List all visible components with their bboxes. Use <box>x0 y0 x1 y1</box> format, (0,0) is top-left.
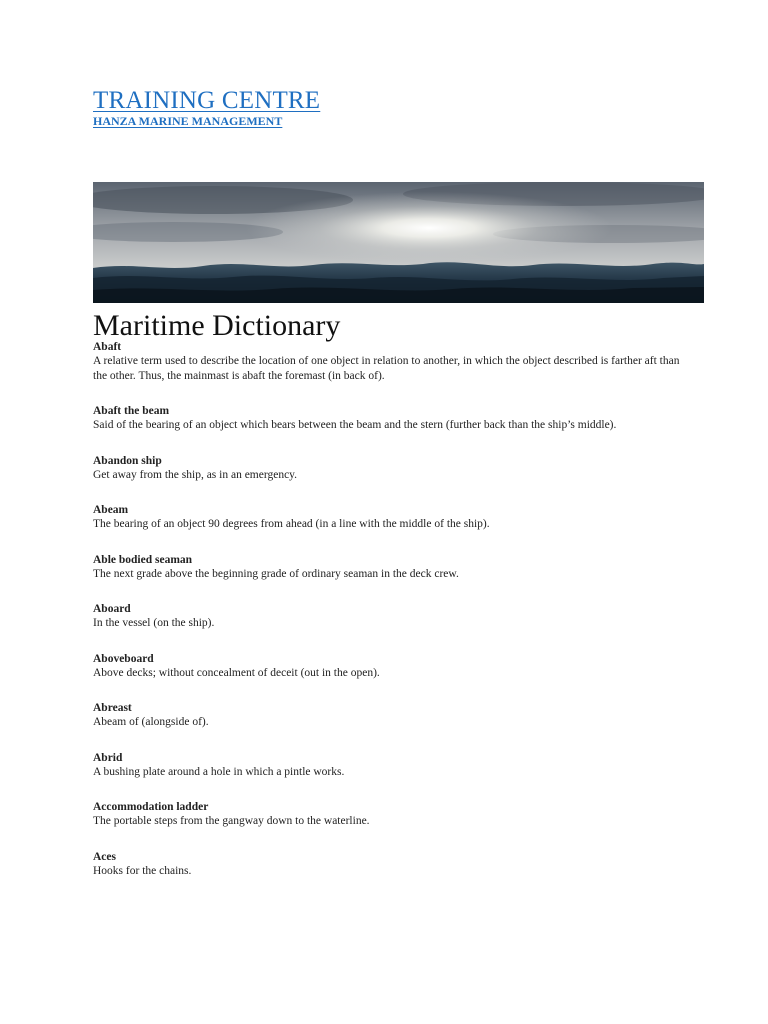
entry-definition: The next grade above the beginning grade of ordinary seaman in the deck crew. <box>93 567 459 580</box>
entry-definition: Above decks; without concealment of deceit (out in the open). <box>93 666 380 679</box>
header-title[interactable]: TRAINING CENTRE <box>93 87 321 114</box>
entry-definition: A bushing plate around a hole in which a pintle works. <box>93 765 345 778</box>
entry-term: Abeam <box>93 504 129 516</box>
header-subtitle[interactable]: HANZA MARINE MANAGEMENT <box>93 114 283 128</box>
entry-term: Aboard <box>93 603 131 615</box>
dictionary-entry <box>93 701 693 730</box>
entry-definition: The portable steps from the gangway down to the waterline. <box>93 815 370 827</box>
entry-definition: A relative term used to describe the location of one object in relation to another, in which the object described is farther aft than the other. Thus, the mainmast is abaft the foremast (in back of). <box>93 355 680 382</box>
dictionary-entry <box>93 602 693 631</box>
entry-definition: Hooks for the chains. <box>93 864 192 877</box>
dictionary-entry <box>93 800 693 829</box>
document-title: Maritime Dictionary <box>93 309 341 342</box>
banner-image <box>93 182 704 303</box>
entry-term: Abandon ship <box>93 454 162 467</box>
entry-definition: Abeam of (alongside of). <box>93 716 209 728</box>
dictionary-entry <box>93 340 693 383</box>
entry-definition: In the vessel (on the ship). <box>93 617 215 629</box>
entry-term: Able bodied seaman <box>93 553 193 566</box>
dictionary-entry <box>93 850 693 879</box>
entry-term: Abaft the beam <box>93 405 170 417</box>
entry-definition: Get away from the ship, as in an emergency. <box>93 468 298 481</box>
dictionary-entry <box>93 751 693 780</box>
dictionary-entries <box>93 340 693 899</box>
dictionary-entry <box>93 454 693 483</box>
dictionary-entry <box>93 553 693 582</box>
dictionary-entry <box>93 652 693 681</box>
entry-term: Accommodation ladder <box>93 801 209 813</box>
entry-definition: The bearing of an object 90 degrees from ahead (in a line with the middle of the ship). <box>93 518 490 530</box>
dictionary-entry <box>93 503 693 532</box>
entry-term: Abaft <box>93 341 122 353</box>
entry-term: Aces <box>93 850 116 863</box>
dictionary-entry <box>93 404 693 433</box>
entry-term: Aboveboard <box>93 652 154 665</box>
entry-term: Abreast <box>93 702 132 714</box>
entry-definition: Said of the bearing of an object which bears between the beam and the stern (further back than the ship’s middle). <box>93 419 617 431</box>
entry-term: Abrid <box>93 751 123 764</box>
